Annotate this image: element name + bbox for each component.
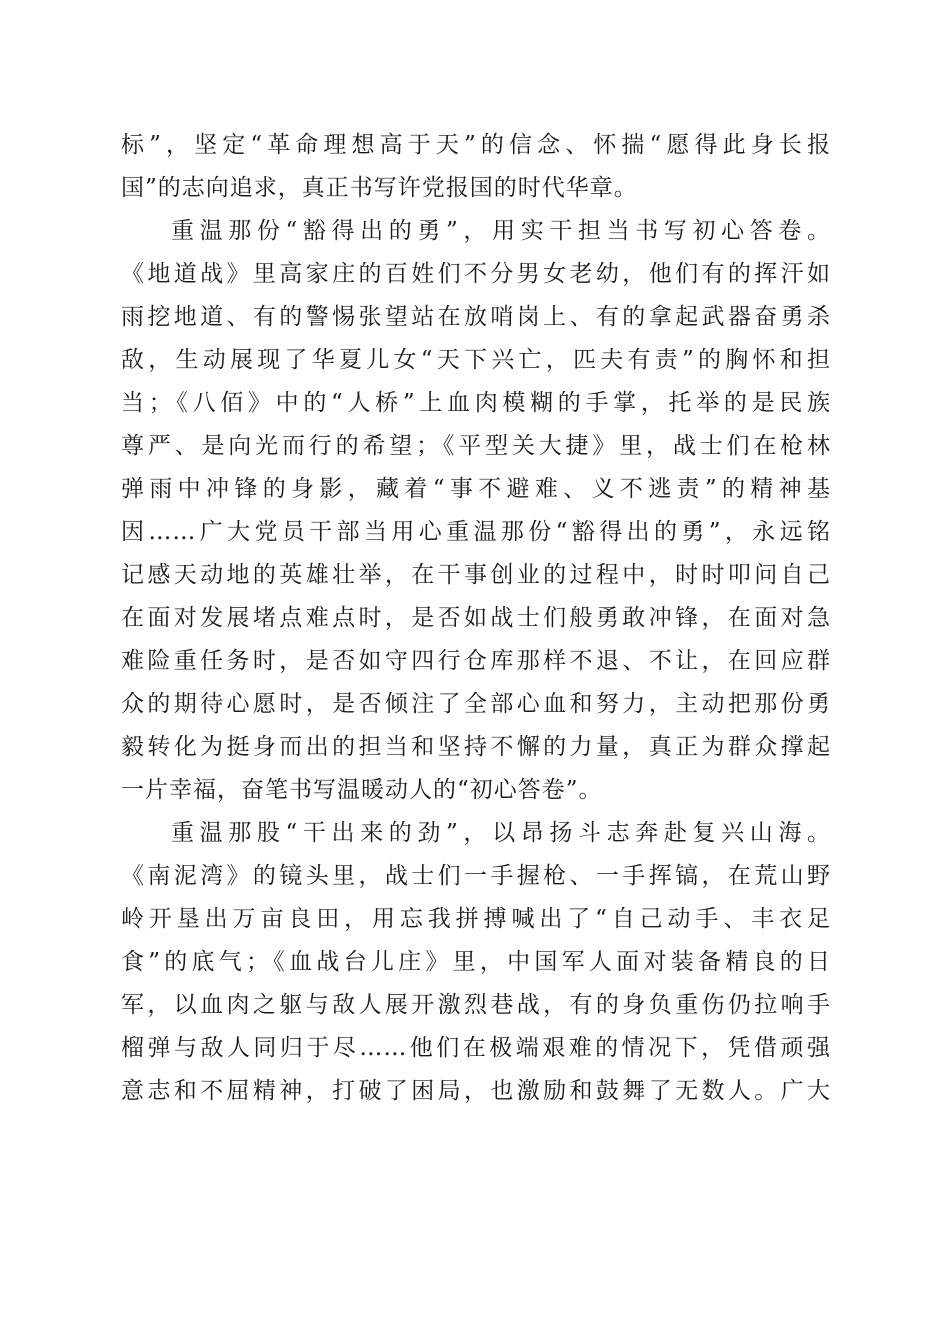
text-line: 在面对发展堵点难点时，是否如战士们般勇敢冲锋，在面对急 <box>121 605 831 631</box>
text-line: 因……广大党员干部当用心重温那份“豁得出的勇”，永远铭 <box>121 519 831 545</box>
text-line: 记感天动地的英雄壮举，在干事创业的过程中，时时叩问自己 <box>121 562 831 588</box>
text-line: 众的期待心愿时，是否倾注了全部心血和努力，主动把那份勇 <box>121 691 831 717</box>
text-line: 军，以血肉之躯与敌人展开激烈巷战，有的身负重伤仍拉响手 <box>121 992 831 1018</box>
text-line: 榴弹与敌人同归于尽……他们在极端艰难的情况下，凭借顽强 <box>121 1035 831 1061</box>
text-line: 当；《八佰》中的“人桥”上血肉模糊的手掌，托举的是民族 <box>121 390 831 416</box>
text-line: 食”的底气；《血战台儿庄》里，中国军人面对装备精良的日 <box>121 949 831 975</box>
text-line: 难险重任务时，是否如守四行仓库那样不退、不让，在回应群 <box>121 648 831 674</box>
text-line: 意志和不屈精神，打破了困局，也激励和鼓舞了无数人。广大 <box>121 1078 831 1104</box>
text-line: 《南泥湾》的镜头里，战士们一手握枪、一手挥镐，在荒山野 <box>121 863 831 889</box>
paragraph-first-line: 重温那股“干出来的劲”，以昂扬斗志奔赴复兴山海。 <box>171 820 831 846</box>
text-line: 弹雨中冲锋的身影，藏着“事不避难、义不逃责”的精神基 <box>121 476 831 502</box>
text-line: 岭开垦出万亩良田，用忘我拼搏喊出了“自己动手、丰衣足 <box>121 906 831 932</box>
text-line: 敌，生动展现了华夏儿女“天下兴亡，匹夫有责”的胸怀和担 <box>121 347 831 373</box>
text-line: 《地道战》里高家庄的百姓们不分男女老幼，他们有的挥汗如 <box>121 261 831 287</box>
paragraph-first-line: 重温那份“豁得出的勇”，用实干担当书写初心答卷。 <box>171 218 831 244</box>
text-line: 一片幸福，奋笔书写温暖动人的“初心答卷”。 <box>121 777 603 803</box>
text-line: 国”的志向追求，真正书写许党报国的时代华章。 <box>121 175 638 201</box>
text-line: 雨挖地道、有的警惕张望站在放哨岗上、有的拿起武器奋勇杀 <box>121 304 831 330</box>
text-line: 尊严、是向光而行的希望；《平型关大捷》里，战士们在枪林 <box>121 433 831 459</box>
text-line: 标”，坚定“革命理想高于天”的信念、怀揣“愿得此身长报 <box>121 132 831 158</box>
body-text <box>121 124 831 1113</box>
text-line: 毅转化为挺身而出的担当和坚持不懈的力量，真正为群众撑起 <box>121 734 831 760</box>
